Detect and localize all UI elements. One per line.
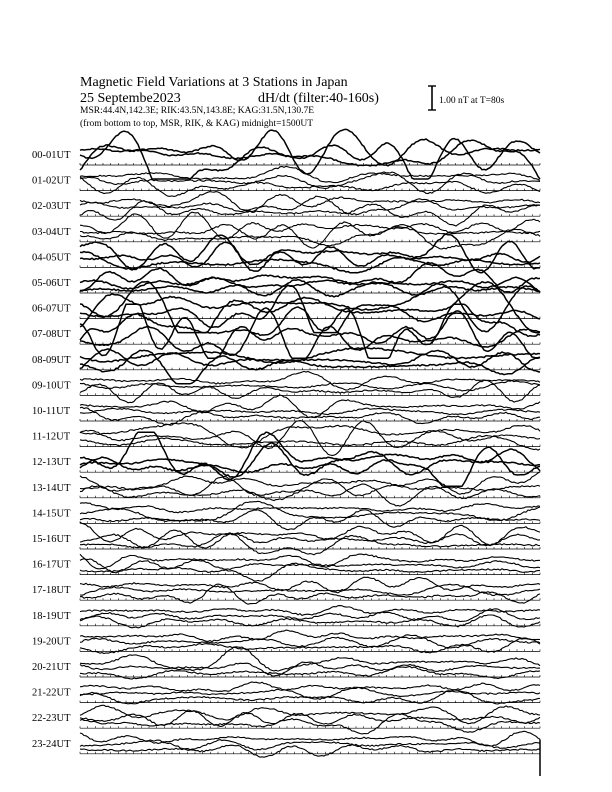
trace-msr [80,714,540,734]
chart-date: 25 Septembe2023 [80,91,181,106]
trace-rik [80,408,540,415]
trace-rik [80,196,540,215]
hour-row [32,166,540,196]
row-label: 10-11UT [32,406,71,417]
chart-quantity: dH/dt (filter:40-160s) [258,91,379,106]
hour-row [32,630,540,653]
hour-row [32,501,540,530]
row-label: 20-21UT [32,662,71,673]
trace-kag [80,522,540,545]
hour-row [32,731,540,757]
hour-rows [32,129,540,776]
hour-row [32,212,540,249]
hour-row [32,682,540,704]
trace-msr [80,584,540,604]
station-order-note: (from bottom to top, MSR, RIK, & KAG) midnight=1500UT [80,119,314,129]
row-label: 23-24UT [32,738,71,750]
row-label: 18-19UT [32,610,71,622]
trace-kag [80,432,540,480]
trace-kag [80,630,540,642]
hour-row [32,577,540,604]
row-label: 14-15UT [32,508,71,520]
chart-title: Magnetic Field Variations at 3 Stations in Japan [80,75,348,90]
trace-msr [80,436,540,451]
scale-bar-label: 1.00 nT at T=80s [439,96,505,106]
row-label: 02-03UT [32,201,71,213]
hour-row [32,606,540,628]
trace-rik [80,711,540,727]
row-label: 01-02UT [32,175,71,187]
scale-bar [428,86,436,110]
trace-kag [80,606,540,616]
trace-msr [80,447,540,486]
trace-kag [80,348,540,364]
row-label: 22-23UT [32,713,71,725]
trace-msr [80,407,540,424]
hour-row [32,472,540,506]
hour-row [32,705,540,734]
hour-row [32,304,540,358]
trace-kag [80,731,540,746]
row-label: 00-01UT [32,150,71,161]
trace-msr [80,510,540,530]
row-label: 11-12UT [32,431,71,443]
row-label: 05-06UT [32,278,71,289]
row-label: 21-22UT [32,687,71,699]
row-label: 03-04UT [32,226,71,238]
row-label: 06-07UT [32,303,71,315]
trace-msr [80,225,540,249]
row-label: 04-05UT [32,252,71,264]
hour-row [32,395,540,425]
trace-kag [80,423,540,448]
hour-row [32,522,540,555]
trace-rik [80,559,540,573]
row-label: 12-13UT [32,457,71,469]
trace-kag [80,503,540,513]
row-label: 07-08UT [32,329,71,341]
trace-msr [80,745,540,757]
trace-msr [80,252,540,273]
hour-row [32,192,540,226]
hour-row [32,129,540,179]
hour-row [32,234,540,273]
row-label: 19-20UT [32,636,71,648]
trace-msr [80,201,540,226]
trace-rik [80,476,540,495]
hour-row [32,371,540,402]
row-label: 09-10UT [32,380,71,392]
row-label: 08-09UT [32,354,71,366]
trace-msr [80,533,540,555]
row-label: 16-17UT [32,559,71,571]
hour-row [32,554,540,581]
station-coordinates: MSR:44.4N,142.3E; RIK:43.5N,143.8E; KAG:31.5N,130.7E [80,106,315,116]
row-label: 15-16UT [32,534,71,545]
trace-kag [80,682,540,691]
row-label: 17-18UT [32,585,71,597]
row-label: 13-14UT [32,482,71,494]
trace-kag [80,705,540,723]
trace-kag [80,395,540,418]
trace-msr [80,563,540,581]
trace-rik [80,687,540,699]
